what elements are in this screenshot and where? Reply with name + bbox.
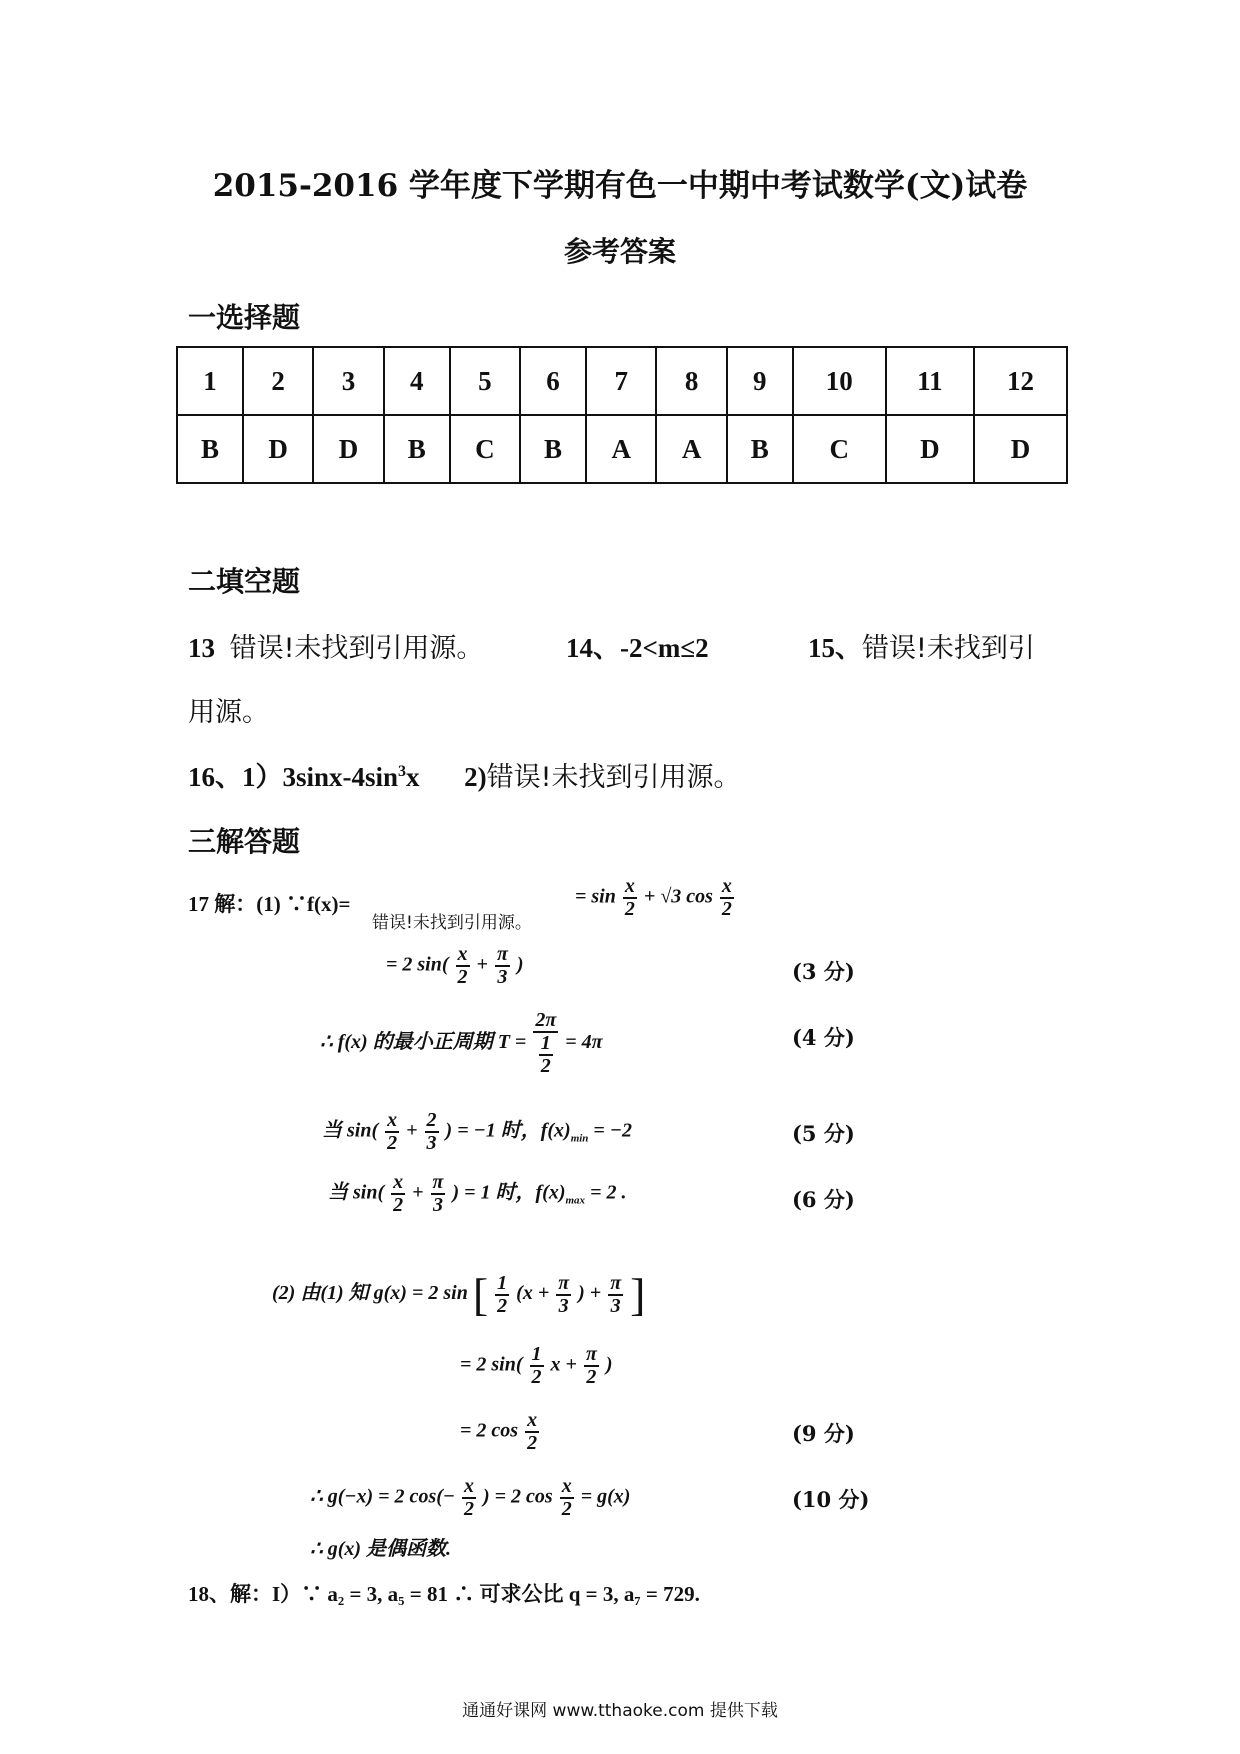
page-footer: 通通好课网 www.tthaoke.com 提供下载 <box>462 1701 778 1721</box>
denominator: 3 <box>497 966 508 988</box>
q16-exponent: 3 <box>398 763 407 780</box>
score-4: (4 分) <box>792 1025 855 1050</box>
q17-part2-line3 <box>460 1410 541 1454</box>
numerator: x <box>561 1475 572 1497</box>
math-text: = g(x) <box>580 1485 631 1508</box>
score-5: (5 分) <box>792 1121 855 1146</box>
fraction <box>530 1344 544 1388</box>
fraction <box>556 1273 571 1317</box>
denominator: 2 <box>624 898 635 920</box>
math-text: + <box>476 953 488 976</box>
math-text: ) + <box>578 1282 602 1305</box>
numerator: π <box>610 1271 622 1294</box>
fraction <box>533 1010 558 1077</box>
denominator: 2 <box>457 966 468 988</box>
math-text: + √3 cos <box>643 885 713 908</box>
denominator: 2 <box>464 1498 474 1520</box>
denominator: 2 <box>497 1294 508 1317</box>
left-bracket: [ <box>472 1269 489 1320</box>
numerator: 1 <box>531 1343 542 1365</box>
numerator: x <box>624 875 635 897</box>
denominator: 3 <box>432 1194 443 1216</box>
q16-var: x <box>406 762 420 792</box>
denominator: 3 <box>558 1294 569 1317</box>
q17-line5 <box>328 1172 626 1216</box>
numerator: π <box>432 1171 444 1193</box>
denominator: 2 <box>540 1055 551 1077</box>
math-text: + <box>412 1181 424 1204</box>
q17-line2 <box>386 944 524 988</box>
q17-part2-line5: ∴ g(x) 是偶函数. <box>310 1538 452 1560</box>
fraction <box>525 1410 539 1454</box>
denominator: 2 <box>561 1498 572 1520</box>
math-text: = sin <box>575 885 616 908</box>
numerator: 1 <box>540 1032 551 1054</box>
table-cell: 3 <box>313 347 383 415</box>
table-cell: A <box>656 415 726 483</box>
q13-number: 13 <box>188 633 215 663</box>
math-text: x + <box>550 1353 577 1376</box>
q17-part2-line4 <box>310 1476 630 1520</box>
math-text: ) = 2 cos <box>483 1485 553 1508</box>
page-title: 2015-2016 学年度下学期有色一中期中考试数学(文)试卷 <box>212 168 1028 204</box>
table-row-answers <box>177 415 1067 483</box>
q17-part2-line1 <box>272 1268 645 1321</box>
table-cell: A <box>586 415 656 483</box>
q16-part2-answer: 错误!未找到引用源。 <box>486 762 741 793</box>
section-choice-heading: 一选择题 <box>188 301 301 334</box>
math-text: (2) 由(1) 知 g(x) = 2 sin <box>272 1282 468 1305</box>
denominator: 2 <box>387 1132 398 1154</box>
fraction <box>560 1476 574 1520</box>
score-10: (10 分) <box>792 1487 870 1512</box>
table-cell: 9 <box>727 347 793 415</box>
numerator: x <box>721 875 732 897</box>
fraction <box>425 1110 439 1154</box>
denominator: 2 <box>393 1194 404 1216</box>
fill-q13 <box>188 626 483 665</box>
table-cell: B <box>384 415 450 483</box>
q17-part2-line2 <box>460 1344 613 1388</box>
table-cell: 4 <box>384 347 450 415</box>
score-9: (9 分) <box>792 1421 855 1446</box>
math-text: = 2 . <box>590 1181 627 1204</box>
section-solve-heading: 三解答题 <box>188 825 301 858</box>
math-text: (x + <box>516 1282 550 1305</box>
numerator: x <box>527 1409 538 1431</box>
q15-answer: 错误!未找到引 <box>862 633 1035 664</box>
table-cell: D <box>313 415 383 483</box>
math-text: ∴ f(x) 的最小正周期 T = <box>320 1031 527 1054</box>
table-cell: D <box>243 415 313 483</box>
math-subscript: min <box>570 1132 589 1145</box>
table-cell: 1 <box>177 347 243 415</box>
math-text: = 2 sin( <box>386 953 449 976</box>
table-cell: D <box>974 415 1067 483</box>
math-text: ) = 1 时，f(x) <box>452 1181 566 1204</box>
numerator: x <box>457 943 468 965</box>
page-subtitle: 参考答案 <box>563 235 676 268</box>
fill-q15 <box>808 626 1035 665</box>
numerator: π <box>496 943 508 965</box>
right-bracket: ] <box>630 1269 646 1320</box>
numerator: 2π <box>535 1009 557 1031</box>
denominator: 3 <box>610 1294 621 1317</box>
math-text: = −2 <box>593 1119 632 1142</box>
math-subscript: max <box>565 1194 586 1207</box>
table-cell: C <box>793 415 886 483</box>
math-text: 当 sin( <box>322 1119 379 1142</box>
q18-line: 18、解：I）∵ a₂ = 3, a₅ = 81 ∴ 可求公比 q = 3, a₇ = 729. <box>188 1582 700 1606</box>
numerator: x <box>393 1171 404 1193</box>
q15-number: 15、 <box>808 633 862 663</box>
numerator: x <box>464 1475 474 1497</box>
table-cell: D <box>886 415 974 483</box>
table-cell: 8 <box>656 347 726 415</box>
q15-answer-cont: 用源。 <box>188 697 269 728</box>
denominator: 2 <box>721 898 732 920</box>
q17-lead: 17 解：(1) ∵f(x)= <box>188 892 351 916</box>
math-text: + <box>406 1119 418 1142</box>
numerator: π <box>558 1271 570 1294</box>
math-text: = 4π <box>565 1031 603 1054</box>
math-text: 当 sin( <box>328 1181 385 1204</box>
fraction <box>391 1172 405 1216</box>
table-cell: 7 <box>586 347 656 415</box>
numerator: x <box>387 1109 398 1131</box>
fill-q14: 14、-2<m≤2 <box>566 633 709 663</box>
fraction <box>385 1110 399 1154</box>
table-cell: 2 <box>243 347 313 415</box>
q17-error-ref: 错误!未找到引用源。 <box>372 913 532 933</box>
table-cell: 12 <box>974 347 1067 415</box>
denominator: 2 <box>531 1366 542 1388</box>
denominator: 2 <box>586 1366 597 1388</box>
denominator: 2 <box>527 1432 538 1454</box>
table-cell: 5 <box>450 347 520 415</box>
denominator <box>533 1033 558 1077</box>
score-3: (3 分) <box>792 959 855 984</box>
fraction <box>608 1273 623 1317</box>
fraction <box>431 1172 446 1216</box>
math-text: ∴ g(−x) = 2 cos(− <box>310 1485 455 1508</box>
table-row-numbers <box>177 347 1067 415</box>
q16-part2-label: 2) <box>464 762 487 792</box>
q17-line1 <box>575 876 736 920</box>
fraction <box>462 1476 476 1520</box>
table-cell: C <box>450 415 520 483</box>
math-text: ) <box>516 953 524 976</box>
fraction <box>584 1344 599 1388</box>
math-text: = 2 cos <box>460 1419 519 1442</box>
math-text: ) <box>605 1353 613 1376</box>
fraction <box>539 1033 553 1077</box>
fraction <box>623 876 637 920</box>
fraction <box>495 1273 509 1317</box>
q16-part1: 16、1）3sinx-4sin <box>188 762 399 792</box>
denominator: 3 <box>426 1132 437 1154</box>
q17-line3 <box>320 1010 603 1077</box>
fraction <box>456 944 470 988</box>
math-text: = 2 sin( <box>460 1353 523 1376</box>
numerator: π <box>585 1343 597 1365</box>
table-cell: 10 <box>793 347 886 415</box>
math-text: ) = −1 时，f(x) <box>445 1119 571 1142</box>
q13-answer: 错误!未找到引用源。 <box>229 633 484 664</box>
choice-answer-table <box>176 346 1068 484</box>
table-cell: B <box>177 415 243 483</box>
table-cell: B <box>727 415 793 483</box>
fraction <box>720 876 734 920</box>
numerator: 2 <box>426 1109 437 1131</box>
table-cell: B <box>520 415 586 483</box>
section-fill-heading: 二填空题 <box>188 565 301 598</box>
fraction <box>495 944 510 988</box>
score-6: (6 分) <box>792 1187 855 1212</box>
table-cell: 11 <box>886 347 974 415</box>
table-cell: 6 <box>520 347 586 415</box>
q17-line4 <box>322 1110 632 1154</box>
numerator: 1 <box>497 1271 508 1294</box>
fill-q16 <box>188 755 740 794</box>
